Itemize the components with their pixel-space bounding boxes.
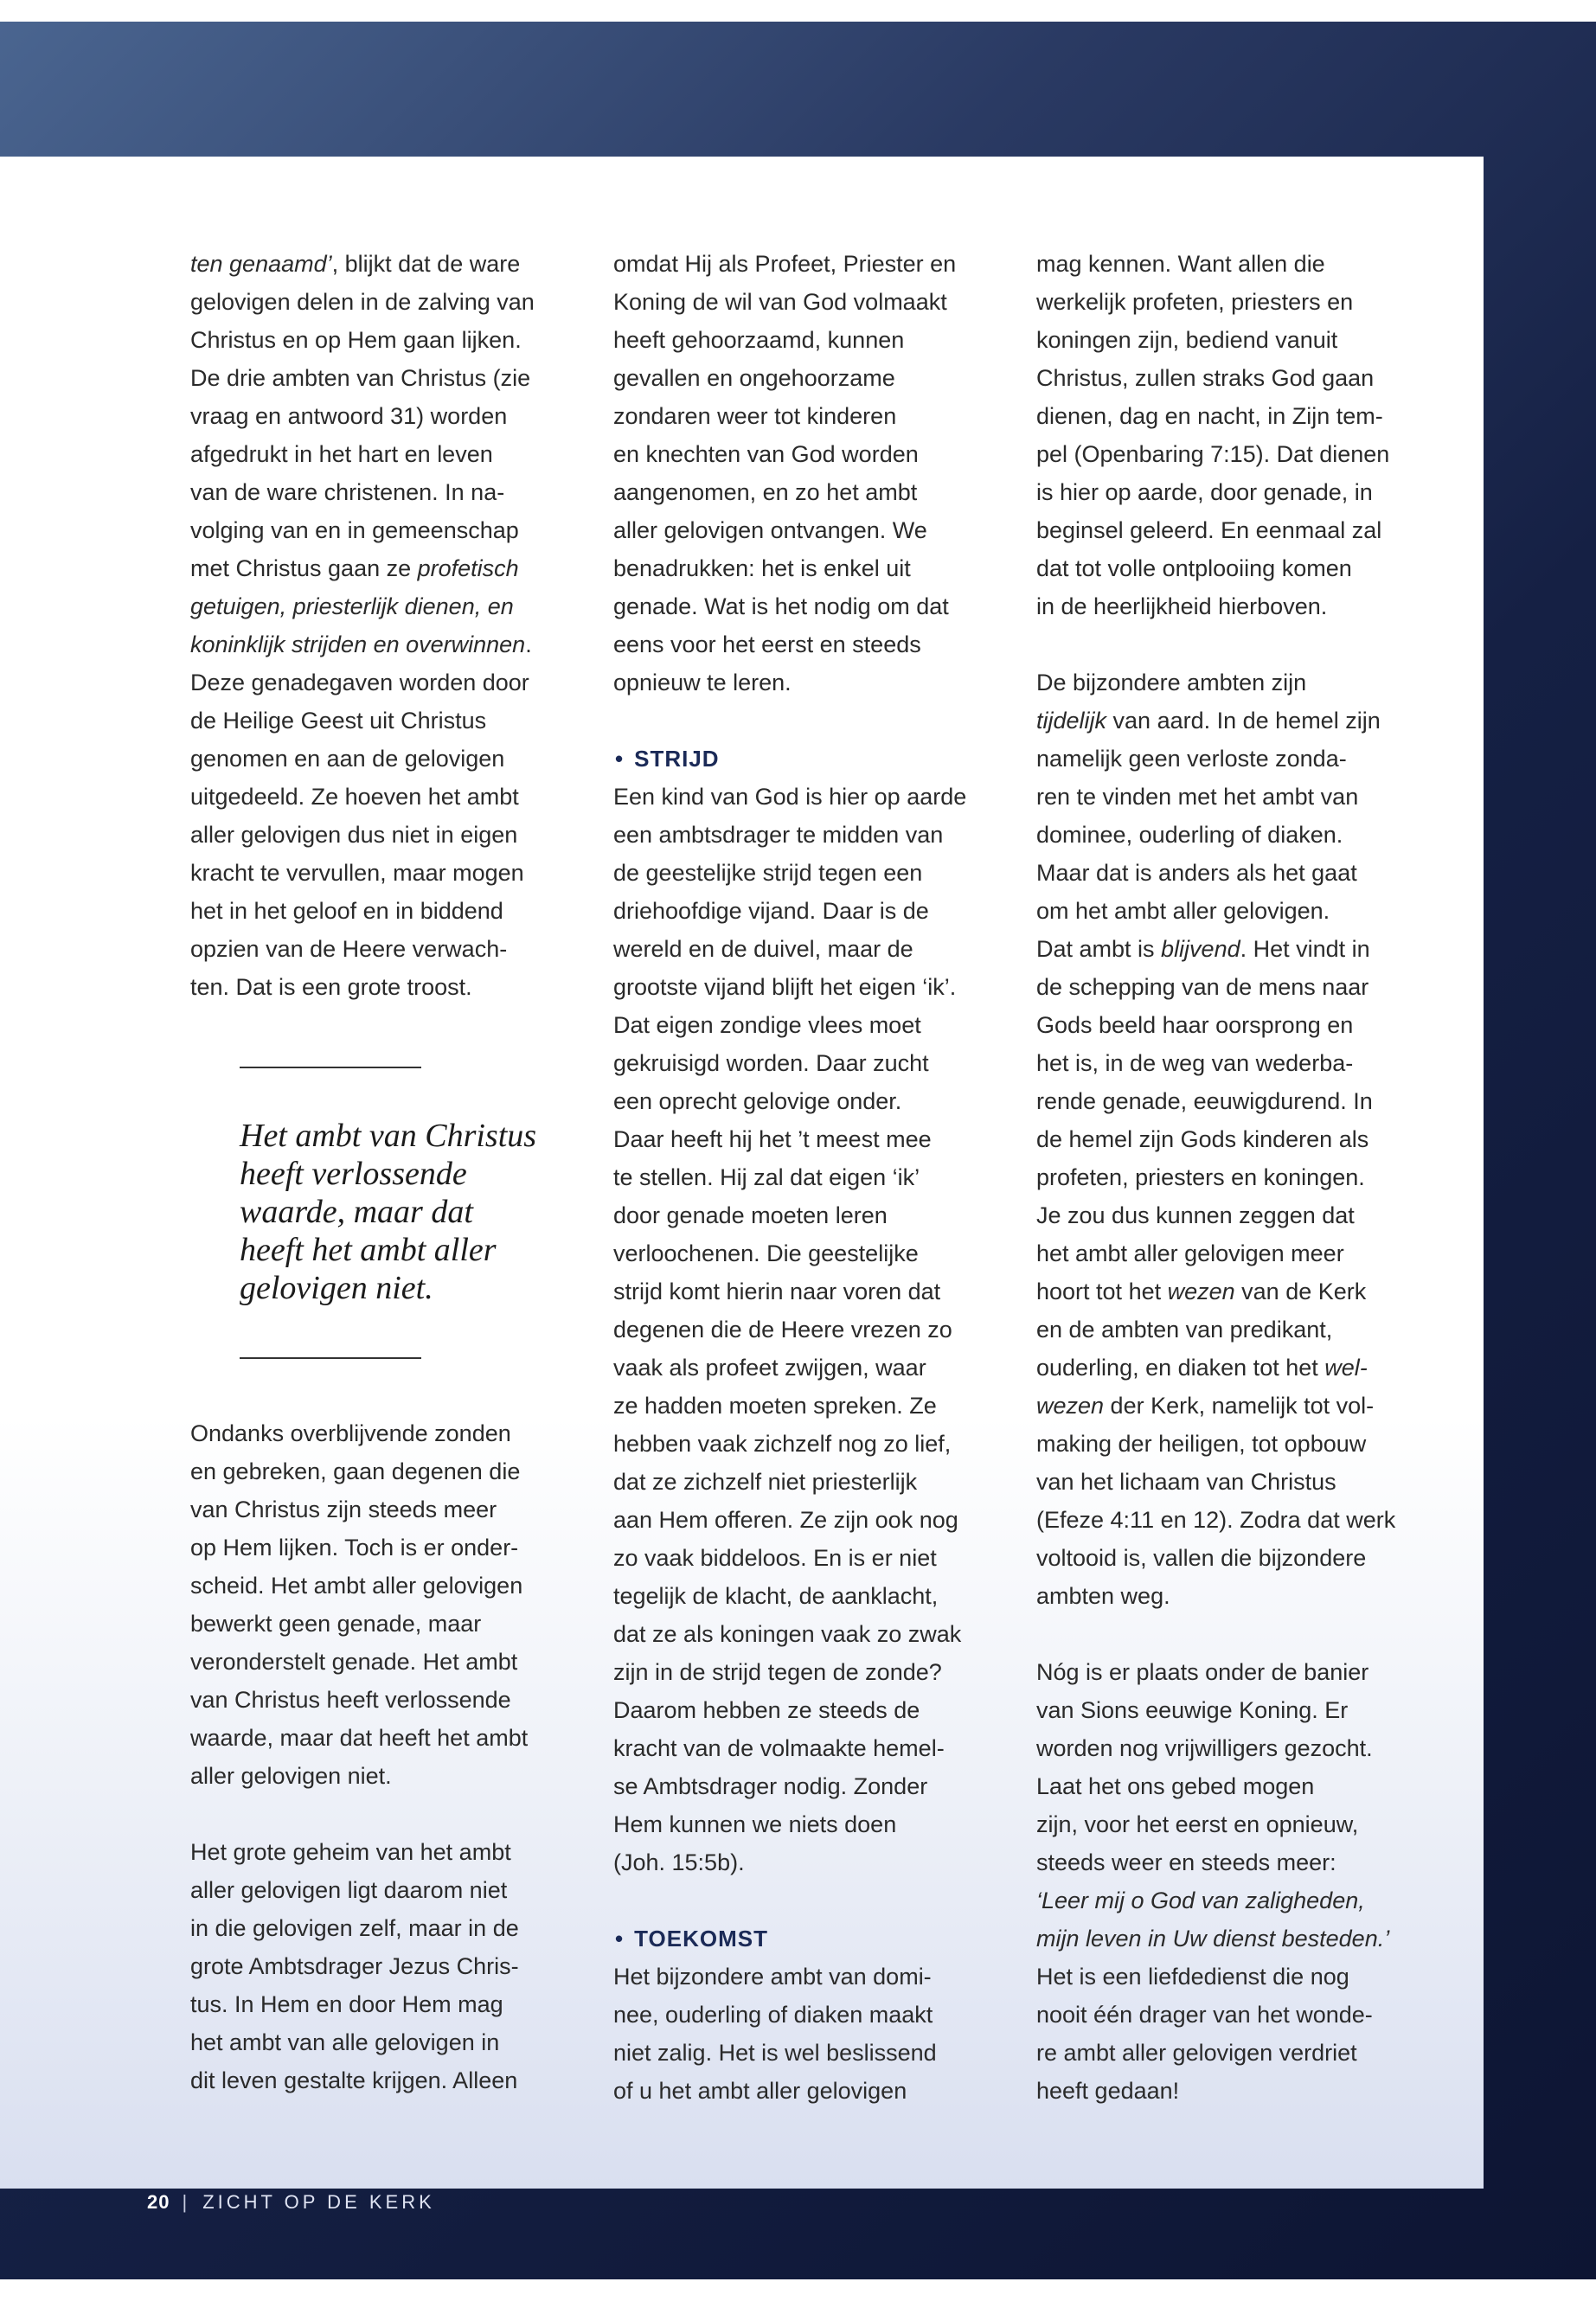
bullet-icon: • <box>615 1926 625 1952</box>
col2-paragraph-2: Een kind van God is hier op aarde een ambtsdrager te midden van de geestelijke strijd tegen een driehoofdige vijand. Daar is de wereld en de duivel, maar de grootste vijand blijft het eigen ‘ik’. Dat eigen zondige vlees moet gekruisigd worden. Daar zucht een oprecht gelovige onder. Daar heeft hij het ’t meest mee te stellen. Hij zal dat eigen ‘ik’ door genade moeten leren verloochenen. Die geestelijke strijd komt hierin naar voren dat degenen die de Heere vrezen zo vaak als profeet zwijgen, waar ze hadden moeten spreken. Ze hebben vaak zichzelf nog zo lief, dat ze zichzelf niet priesterlijk aan Hem offeren. Ze zijn ook nog zo vaak biddeloos. En is er niet tegelijk de klacht, de aanklacht, dat ze als koningen vaak zo zwak zijn in de strijd tegen de zonde? Daarom hebben ze steeds de kracht van de volmaakte hemel- se Ambtsdrager nodig. Zonder Hem kunnen we niets doen (Joh. 15:5b). <box>613 784 967 1875</box>
col1-paragraph-1: ten genaamd’, blijkt dat de ware gelovigen delen in de zalving van Christus en op Hem gaan lijken. De drie ambten van Christus (zie vraag en antwoord 31) worden afgedrukt in het hart en leven van de ware christenen. In na- volging van en in gemeenschap met Christus gaan ze profetisch getuigen, priesterlijk dienen, en koninklijk strijden en overwinnen. Deze genadegaven worden door de Heilige Geest uit Christus genomen en aan de gelovigen uitgedeeld. Ze hoeven het ambt aller gelovigen dus niet in eigen kracht te vervullen, maar mogen het in het geloof en in biddend opzien van de Heere verwach- ten. Dat is een grote troost. <box>190 251 535 1000</box>
col3-paragraph-1: mag kennen. Want allen die werkelijk profeten, priesters en koningen zijn, bediend vanuit Christus, zullen straks God gaan dienen, dag en nacht, in Zijn tem- pel (Openbaring 7:15). Dat dienen is hier op aarde, door genade, in beginsel geleerd. En eenmaal zal dat tot volle ontplooiing komen in de heerlijkheid hierboven. <box>1036 251 1390 619</box>
col3-paragraph-2: De bijzondere ambten zijn tijdelijk van aard. In de hemel zijn namelijk geen verloste zonda- ren te vinden met het ambt van dominee, ouderling of diaken. Maar dat is anders als het gaat om het ambt aller gelovigen. Dat ambt is blijvend. Het vindt in de schepping van de mens naar Gods beeld haar oorsprong en het is, in de weg van wederba- rende genade, eeuwigdurend. In de hemel zijn Gods kinderen als profeten, priesters en koningen. Je zou dus kunnen zeggen dat het ambt aller gelovigen meer hoort tot het wezen van de Kerk en de ambten van predikant, ouderling, en diaken tot het wel- wezen der Kerk, namelijk tot vol- making der heiligen, tot opbouw van het lichaam van Christus (Efeze 4:11 en 12). Zodra dat werk voltooid is, vallen die bijzondere ambten weg. <box>1036 670 1396 1609</box>
magazine-title: ZICHT OP DE KERK <box>202 2191 435 2213</box>
page-footer <box>147 2191 435 2214</box>
col3-paragraph-3: Nóg is er plaats onder de banier van Sions eeuwige Koning. Er worden nog vrijwilligers gezocht. Laat het ons gebed mogen zijn, voor het eerst en opnieuw, steeds weer en steeds meer: ‘Leer mij o God van zaligheden, mijn leven in Uw dienst besteden.’ Het is een liefdedienst die nog nooit één drager van het wonde- re ambt aller gelovigen verdriet heeft gedaan! <box>1036 1659 1390 2104</box>
col1-paragraph-2: Ondanks overblijvende zonden en gebreken, gaan degenen die van Christus zijn steeds meer op Hem lijken. Toch is er onder- scheid. Het ambt aller gelovigen bewerkt geen genade, maar veronderstelt genade. Het ambt van Christus heeft verlossende waarde, maar dat heeft het ambt aller gelovigen niet. <box>190 1420 529 1789</box>
column-1 <box>190 245 571 2099</box>
pull-quote: Het ambt van Christus heeft verlossende waarde, maar dat heeft het ambt aller gelovigen niet. <box>240 1118 537 1306</box>
column-2 <box>613 245 994 2110</box>
col2-paragraph-1: omdat Hij als Profeet, Priester en Koning de wil van God volmaakt heeft gehoorzaamd, kunnen gevallen en ongehoorzame zondaren weer tot kinderen en knechten van God worden aangenomen, en zo het ambt aller gelovigen ontvangen. We benadrukken: het is enkel uit genade. Wat is het nodig om dat eens voor het eerst en steeds opnieuw te leren. <box>613 251 957 695</box>
page-background <box>0 22 1596 2279</box>
page-number: 20 <box>147 2191 170 2213</box>
footer-separator: | <box>182 2191 191 2213</box>
col1-paragraph-3: Het grote geheim van het ambt aller gelovigen ligt daarom niet in die gelovigen zelf, maar in de grote Ambtsdrager Jezus Chris- tus. In Hem en door Hem mag het ambt van alle gelovigen in dit leven gestalte krijgen. Alleen <box>190 1839 519 2093</box>
col2-paragraph-3: Het bijzondere ambt van domi- nee, ouderling of diaken maakt niet zalig. Het is wel beslissend of u het ambt aller gelovigen <box>613 1964 937 2104</box>
section-heading-strijd: • STRIJD <box>613 740 994 778</box>
section-heading-toekomst: • TOEKOMST <box>613 1920 994 1958</box>
quote-top-rule <box>240 1067 421 1068</box>
column-3 <box>1036 245 1417 2110</box>
bullet-icon: • <box>615 746 625 772</box>
article-card <box>0 157 1484 2189</box>
